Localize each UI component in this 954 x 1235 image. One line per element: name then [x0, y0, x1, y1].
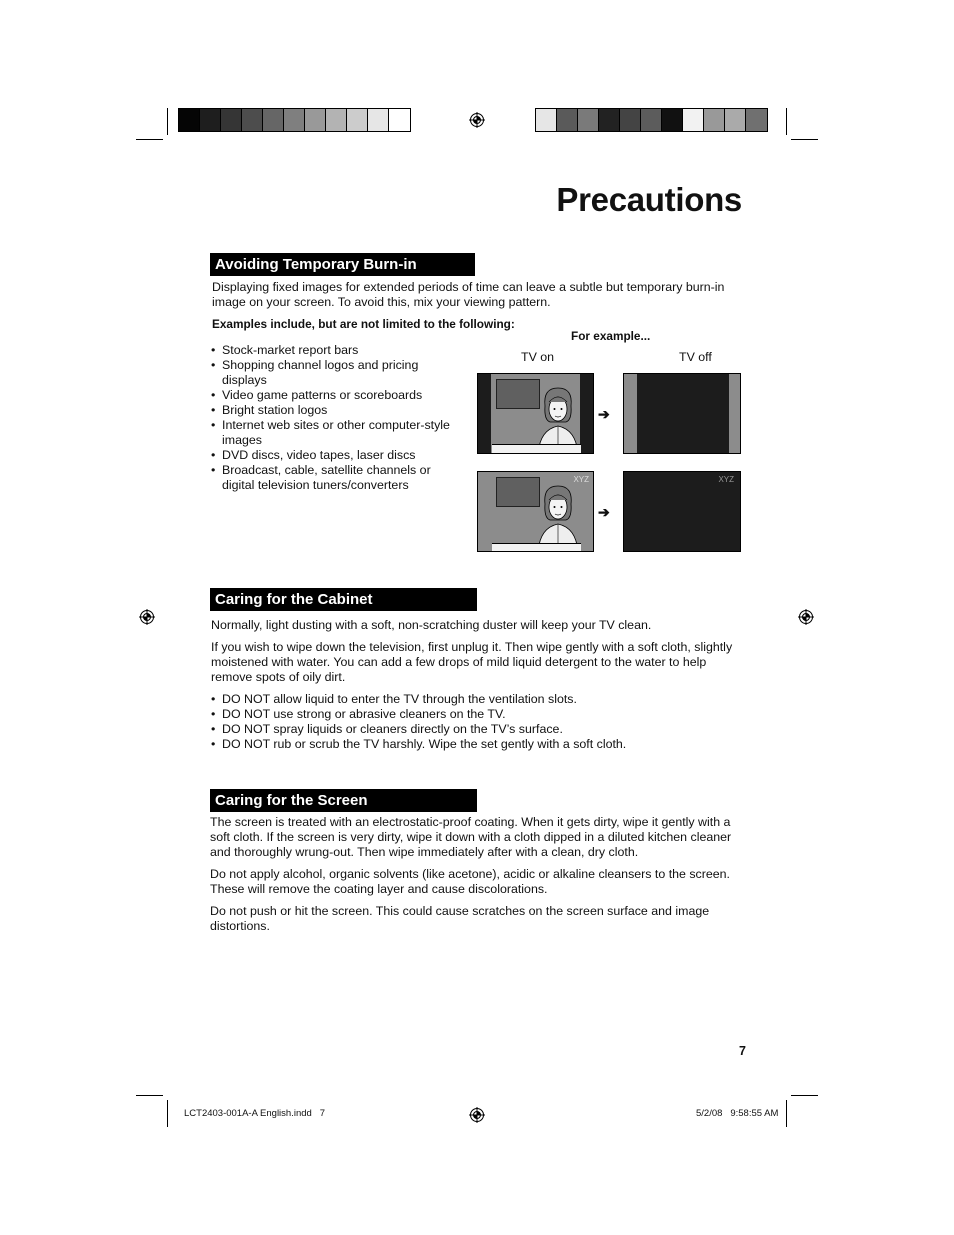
page-number: 7: [739, 1044, 746, 1058]
news-desk: [492, 543, 581, 552]
screen-paragraph-line: These will remove the coating layer and cause discolorations.: [210, 882, 548, 896]
crop-mark: [167, 1100, 168, 1127]
arrow-right-icon: ➔: [598, 504, 610, 520]
examples-label: Examples include, but are not limited to the following:: [212, 317, 515, 331]
list-item: • Video game patterns or scoreboards: [211, 388, 471, 403]
list-item: • DO NOT spray liquids or cleaners directly on the TV’s surface.: [211, 722, 751, 737]
registration-mark-icon: [139, 609, 155, 625]
list-item: • DO NOT rub or scrub the TV harshly. Wipe the set gently with a soft cloth.: [211, 737, 751, 752]
list-item: • DVD discs, video tapes, laser discs: [211, 448, 471, 463]
list-item: • Shopping channel logos and pricing displays: [211, 358, 471, 388]
channel-logo: XYZ: [573, 475, 589, 484]
color-swatch: [242, 109, 263, 131]
cabinet-paragraph-line: remove spots of oily dirt.: [211, 670, 346, 684]
color-swatch: [683, 109, 704, 131]
black-side-bar: [478, 374, 491, 454]
tv-off-logo-burnin-illustration: [623, 471, 741, 552]
color-swatch: [200, 109, 221, 131]
color-swatch: [620, 109, 641, 131]
screen-paragraph-line: Do not push or hit the screen. This could cause scratches on the screen surface and image: [210, 904, 710, 918]
burn-in-examples-list: [211, 343, 471, 493]
cabinet-paragraph: Normally, light dusting with a soft, non-scratching duster will keep your TV clean.: [211, 618, 652, 632]
burn-in-intro-line: Displaying fixed images for extended periods of time can leave a subtle but temporary burn-in: [212, 280, 725, 294]
color-swatch: [704, 109, 725, 131]
section-heading-cabinet: Caring for the Cabinet: [210, 588, 477, 611]
burn-in-intro-line: image on your screen. To avoid this, mix your viewing pattern.: [212, 295, 551, 309]
channel-logo-ghost: XYZ: [718, 475, 734, 484]
tv-off-label: TV off: [679, 350, 712, 364]
color-swatch: [221, 109, 242, 131]
color-swatch: [305, 109, 326, 131]
section-heading-burn-in: Avoiding Temporary Burn-in: [210, 253, 475, 276]
section-heading-screen: Caring for the Screen: [210, 789, 477, 812]
footer-timestamp: 5/2/08 9:58:55 AM: [696, 1108, 779, 1119]
page-title: Precautions: [556, 181, 742, 218]
tv-on-letterbox-illustration: [477, 373, 594, 454]
color-swatch: [641, 109, 662, 131]
color-swatch: [347, 109, 368, 131]
list-item: • Stock-market report bars: [211, 343, 471, 358]
news-desk: [492, 444, 581, 454]
footer-file-name: LCT2403-001A-A English.indd 7: [184, 1108, 326, 1119]
color-swatch: [389, 109, 410, 131]
color-calibration-bar-left: [178, 108, 411, 132]
screen-paragraph-line: and thoroughly wrung-out. Then wipe immediately after with a clean, dry cloth.: [210, 845, 639, 859]
tv-on-logo-illustration: [477, 471, 594, 552]
list-item: • Broadcast, cable, satellite channels or digital television tuners/converters: [211, 463, 471, 493]
crop-mark: [167, 108, 168, 135]
color-swatch: [578, 109, 599, 131]
color-swatch: [557, 109, 578, 131]
crop-mark: [791, 1095, 818, 1096]
registration-mark-icon: [798, 609, 814, 625]
color-swatch: [368, 109, 389, 131]
crop-mark: [136, 1095, 163, 1096]
screen-paragraph-line: distortions.: [210, 919, 270, 933]
cabinet-paragraph-line: If you wish to wipe down the television, first unplug it. Then wipe gently with a soft cloth, slightly: [211, 640, 733, 654]
crop-mark: [136, 139, 163, 140]
screen-paragraph-line: soft cloth. If the screen is very dirty, wipe it down with a cloth dipped in a diluted kitchen cleaner: [210, 830, 732, 844]
color-swatch: [179, 109, 200, 131]
screen-paragraph-line: Do not apply alcohol, organic solvents (like acetone), acidic or alkaline cleansers to the screen.: [210, 867, 730, 881]
crop-mark: [786, 1100, 787, 1127]
cabinet-paragraph-line: moistened with water. You can add a few drops of mild liquid detergent to the water to help: [211, 655, 707, 669]
color-calibration-bar-right: [535, 108, 768, 132]
color-swatch: [725, 109, 746, 131]
color-swatch: [599, 109, 620, 131]
registration-mark-icon: [469, 1107, 485, 1123]
color-swatch: [536, 109, 557, 131]
for-example-label: For example...: [571, 329, 651, 343]
list-item: • Internet web sites or other computer-style images: [211, 418, 471, 448]
color-swatch: [746, 109, 767, 131]
cabinet-warnings-list: [211, 692, 751, 752]
list-item: • DO NOT allow liquid to enter the TV through the ventilation slots.: [211, 692, 751, 707]
crop-mark: [791, 139, 818, 140]
color-swatch: [263, 109, 284, 131]
list-item: • DO NOT use strong or abrasive cleaners on the TV.: [211, 707, 751, 722]
tv-off-letterbox-burnin-illustration: [623, 373, 741, 454]
burned-dark-area: [637, 374, 729, 454]
screen-paragraph-line: The screen is treated with an electrostatic-proof coating. When it gets dirty, wipe it gently with a: [210, 815, 731, 829]
registration-mark-icon: [469, 112, 485, 128]
crop-mark: [786, 108, 787, 135]
tv-on-label: TV on: [521, 350, 555, 364]
list-item: • Bright station logos: [211, 403, 471, 418]
newscaster-figure-icon: [533, 484, 583, 552]
color-swatch: [326, 109, 347, 131]
color-swatch: [662, 109, 683, 131]
arrow-right-icon: ➔: [598, 406, 610, 422]
color-swatch: [284, 109, 305, 131]
